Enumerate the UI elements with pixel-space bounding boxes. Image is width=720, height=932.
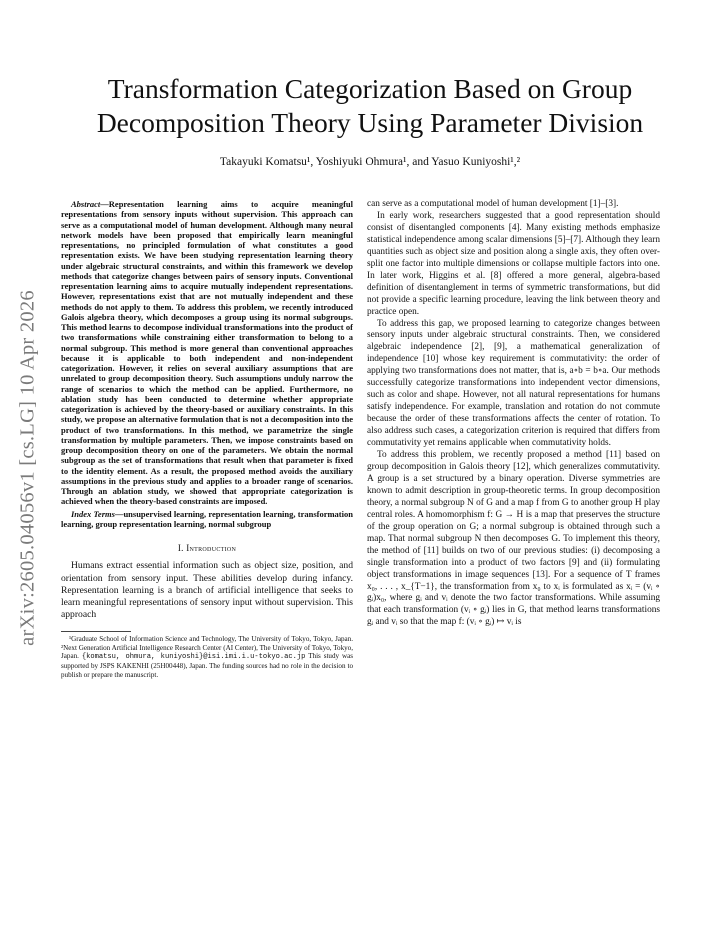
section-heading: I. Introduction — [177, 543, 237, 553]
abstract-label: Abstract — [71, 199, 101, 209]
abstract — [61, 199, 353, 507]
abstract-text: —Representation learning aims to acquire meaningful representations from sensory inputs without supervision. This approach can serve as a computational model of human development. Although many neural network models have been proposed that empirically learn meaningful representations, no principled formulation of what constitutes a good representation exists. We have been studying representation learning theory under algebraic structural constraints, and within this framework we develop methods that categorize changes between pairs of sensory inputs. Conventional representation learning aims to acquire mutually independent representations. However, representations exist that are not mutually independent and these methods do not apply to them. To address this problem, we recently introduced Galois algebra theory, which decomposes a group using its normal subgroups. This method learns to decompose individual transformations into the product of two transformations while constraining either transformation to belong to a normal subgroup. This method is more general than conventional approaches because it is applicable to both independent and non-independent categorization. However, it relies on several auxiliary assumptions that are unrelated to group decomposition theory. Such assumptions unduly narrow the range of scenarios to which the method can be applied. Furthermore, no ablation study has been conducted to determine whether appropriate categorization is achieved by the theory-based or auxiliary constraints. In this study, we propose an alternative formulation that is not a decomposition into the product of two transformations. In this method, we parametrize the single transformation by multiple parameters. Then, we impose constraints based on group decomposition theory on one of the parameters. We obtain the normal subgroup as the set of transformations that result when that parameter is fixed to the identity element. As a result, the proposed method avoids the auxiliary assumptions in the previous study and applies to a broader range of scenarios. Through an ablation study, we showed that appropriate categorization is achieved when the theory-based constraints are imposed. — [61, 199, 353, 507]
index-terms-label: Index Terms — [71, 508, 115, 519]
right-paragraph-4: To address this problem, we recently proposed a method [11] based on group decomposition in Galois theory [12], which generalizes commutativity. A group is a set structured by a binary operation. Diverse symmetries are known to admit description in group-theoretic terms. In group decomposition theory, a normal subgroup N of G and a map f from G to another group H play central roles. A homomorphism f: G → H is a map that preserves the structure of the group operation on G; a normal subgroup is obtained through such a map. That normal subgroup N then decomposes G. To implement this theory, the method of [11] builds on two of our previous studies: (i) decomposing a single transformation into a product of two factors [9] and (ii) formulating object transformations in image sequences [13]. For a sequence of T frames x₀, . . . , x_{T−1}, the transformation from x₀ to xᵢ is formulated as xᵢ = (vᵢ ∘ gᵢ)x₀, where gᵢ and vᵢ denote the two factor transformations. While assuming that each transformation (vᵢ ∘ gᵢ) lies in G, that method learns transformations gᵢ and vᵢ so that the map f: (vᵢ ∘ gᵢ) ↦ vᵢ is — [367, 450, 660, 628]
arxiv-identifier — [10, 258, 46, 678]
right-paragraph-1: can serve as a computational model of human development [1]–[3]. — [367, 199, 619, 209]
right-paragraph-3: To address this gap, we proposed learning to categorize changes between sensory inputs under algebraic structural constraints. Then, we considered algebraic independence [2], [9], a mathematical generalization of independence [10] whose key requirement is commutativity: the order of applying two transformations does not matter, that is, a∘b = b∘a. Our methods successfully categorize transformations into independent vector dimensions, such as color and shape. However, not all natural representations for humans satisfy independence. For example, translation and rotation do not commute because the order of these transformations affects the center of rotation. To also address such cases, a categorization criterion is required that differs from commutativity yet remains applicable when commutativity holds. — [367, 318, 660, 449]
arxiv-identifier-text: arXiv:2605.04056v1 [cs.LG] 10 Apr 2026 — [16, 290, 39, 646]
index-terms-text: —unsupervised learning, representation learning, transformation learning, group representation learning, normal subgroup — [61, 508, 353, 529]
footnote — [61, 635, 353, 679]
footnote-funding: This study was supported by JSPS KAKENHI (25H00448), Japan. The funding sources had no role in the decision to publish or prepare the manuscript. — [61, 652, 353, 679]
author-list: Takayuki Komatsu¹, Yoshiyuki Ohmura¹, and Yasuo Kuniyoshi¹,² — [219, 156, 521, 168]
footnote-emails: {komatsu, ohmura, kuniyoshi}@isi.imi.i.u-tokyo.ac.jp — [81, 653, 306, 662]
index-terms — [61, 509, 353, 530]
intro-paragraph: Humans extract essential information such as object size, position, and orientation from sensory input. These abilities develop during infancy. Representation learning is a branch of artificial intelligence that seeks to learn meaningful representations of sensory input without supervision. This approach — [61, 560, 353, 621]
right-column — [367, 199, 660, 629]
footnote-divider — [61, 631, 131, 632]
left-column — [61, 199, 353, 679]
footnote-affiliations: ¹Graduate School of Information Science and Technology, The University of Tokyo, Tokyo, Japan. ²Next Generation Artificial Intelligence Research Center (AI Center), The University of Tokyo, Tokyo, Japan. — [61, 635, 353, 661]
title-line-2: Decomposition Theory Using Parameter Division — [96, 107, 644, 138]
right-paragraph-2: In early work, researchers suggested that a good representation should consist of disentangled components [4]. Many existing methods emphasize statistical independence among scalar dimensions [5]–[7]. Although they learn quantities such as object size and position along a single axis, they often over-split one factor into multiple dimensions or collapse multiple factors into one. In later work, Higgins et al. [8] offered a more general, algebra-based definition of disentanglement in terms of symmetric transformations, but did not provide a specific learning procedure, leaving the link between theory and practice open. — [367, 210, 660, 317]
paper-title — [60, 72, 680, 140]
title-line-1: Transformation Categorization Based on Group — [107, 73, 633, 104]
